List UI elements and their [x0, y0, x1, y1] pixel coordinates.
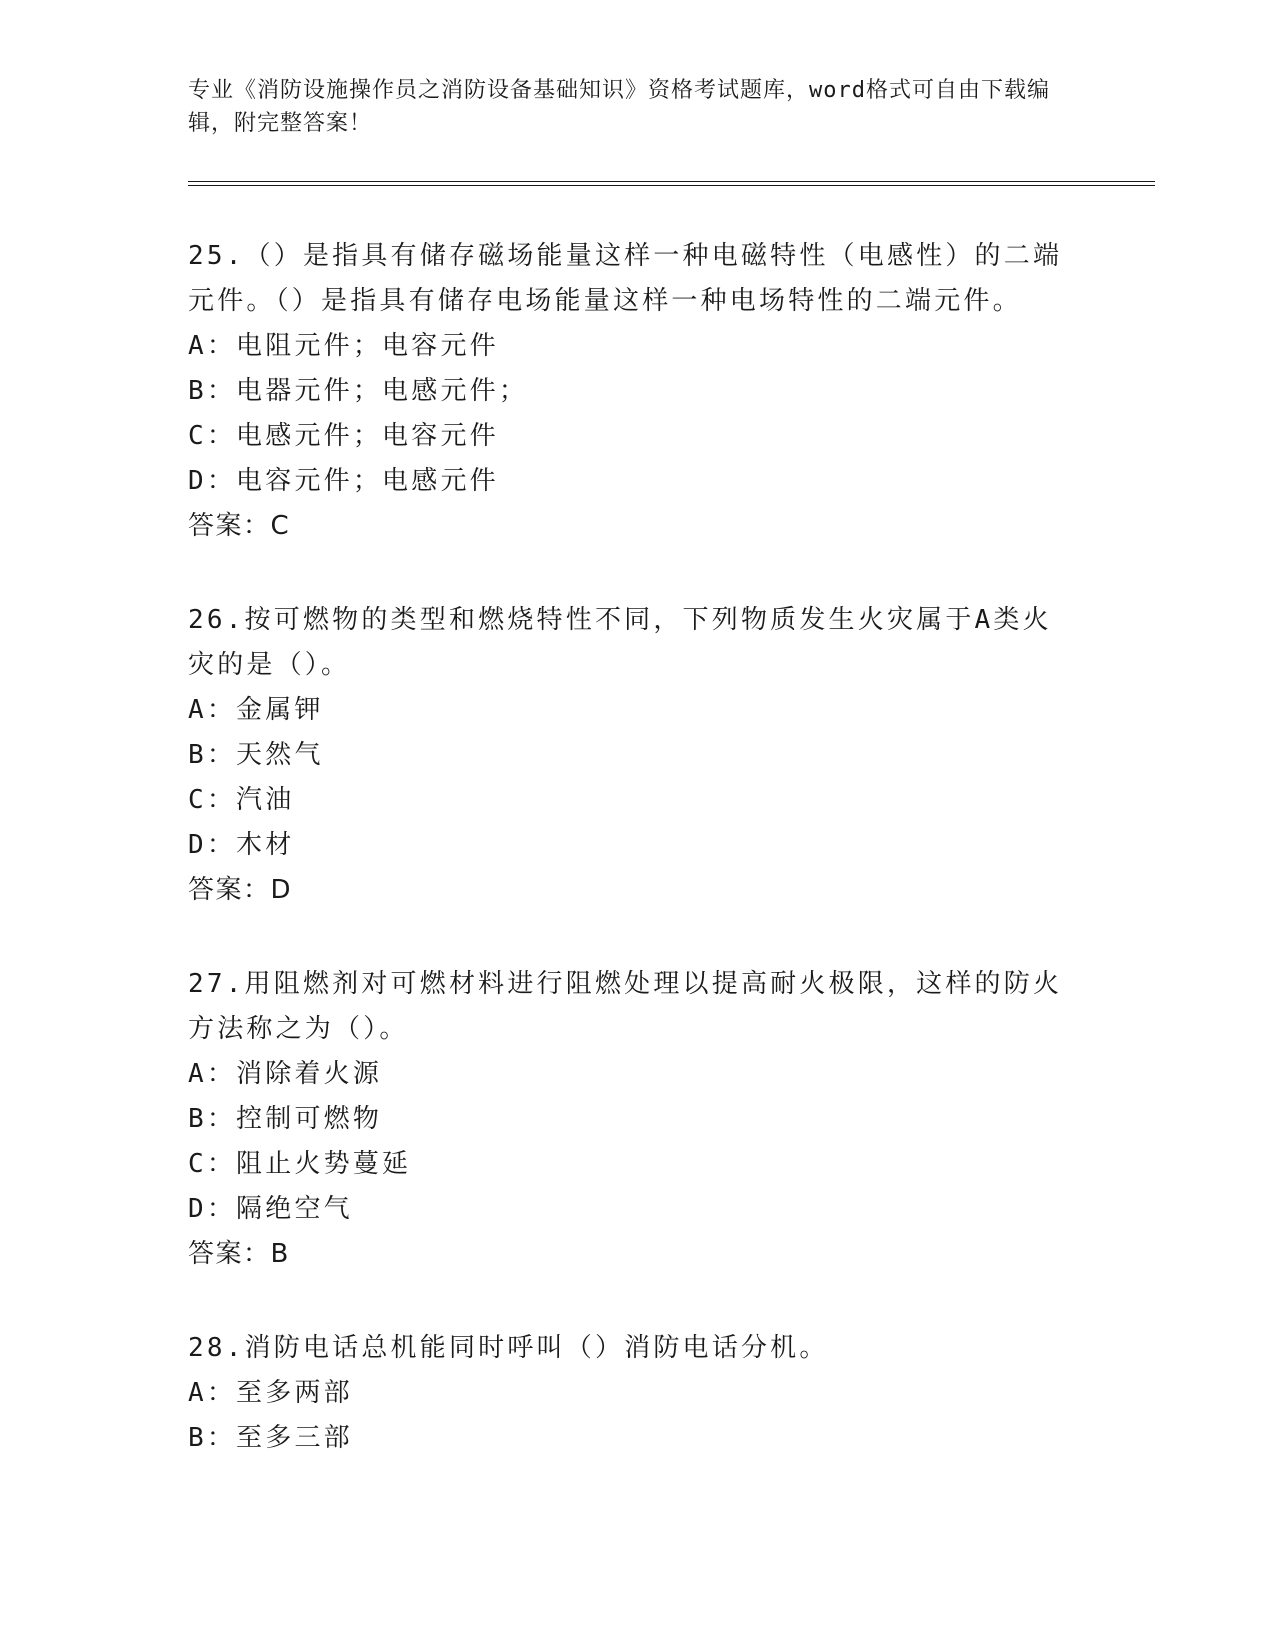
option-c: C：汽油: [188, 785, 295, 815]
answer: 答案：C: [188, 511, 291, 541]
option-c: C：电感元件；电容元件: [188, 421, 499, 451]
option-d: D：电容元件；电感元件: [188, 466, 499, 496]
question-27: [188, 962, 1078, 1277]
question-stem: 27.用阻燃剂对可燃材料进行阻燃处理以提高耐火极限，这样的防火方法称之为（）。: [188, 969, 1063, 1044]
option-a: A：消除着火源: [188, 1059, 383, 1089]
option-a: A：至多两部: [188, 1378, 353, 1408]
answer: 答案：B: [188, 1239, 290, 1269]
option-a: A：电阻元件；电容元件: [188, 331, 499, 361]
question-28: [188, 1326, 1078, 1461]
option-b: B：控制可燃物: [188, 1104, 383, 1134]
question-26: [188, 598, 1078, 913]
question-stem: 28.消防电话总机能同时呼叫（）消防电话分机。: [188, 1333, 829, 1363]
question-stem: 26.按可燃物的类型和燃烧特性不同，下列物质发生火灾属于A类火灾的是（）。: [188, 605, 1052, 680]
option-d: D：隔绝空气: [188, 1194, 353, 1224]
option-b: B：电器元件；电感元件；: [188, 376, 529, 406]
document-header: 专业《消防设施操作员之消防设备基础知识》资格考试题库，word格式可自由下载编辑，附完整答案！: [188, 78, 1050, 136]
header-rule-bottom: [188, 185, 1155, 186]
answer: 答案：D: [188, 875, 293, 905]
option-c: C：阻止火势蔓延: [188, 1149, 412, 1179]
question-25: [188, 234, 1078, 549]
option-b: B：天然气: [188, 740, 324, 770]
option-b: B：至多三部: [188, 1423, 353, 1453]
header-rule-top: [188, 181, 1155, 182]
option-a: A：金属钾: [188, 695, 324, 725]
question-stem: 25.（）是指具有储存磁场能量这样一种电磁特性（电感性）的二端元件。（）是指具有储存电场能量这样一种电场特性的二端元件。: [188, 241, 1063, 316]
option-d: D：木材: [188, 830, 295, 860]
